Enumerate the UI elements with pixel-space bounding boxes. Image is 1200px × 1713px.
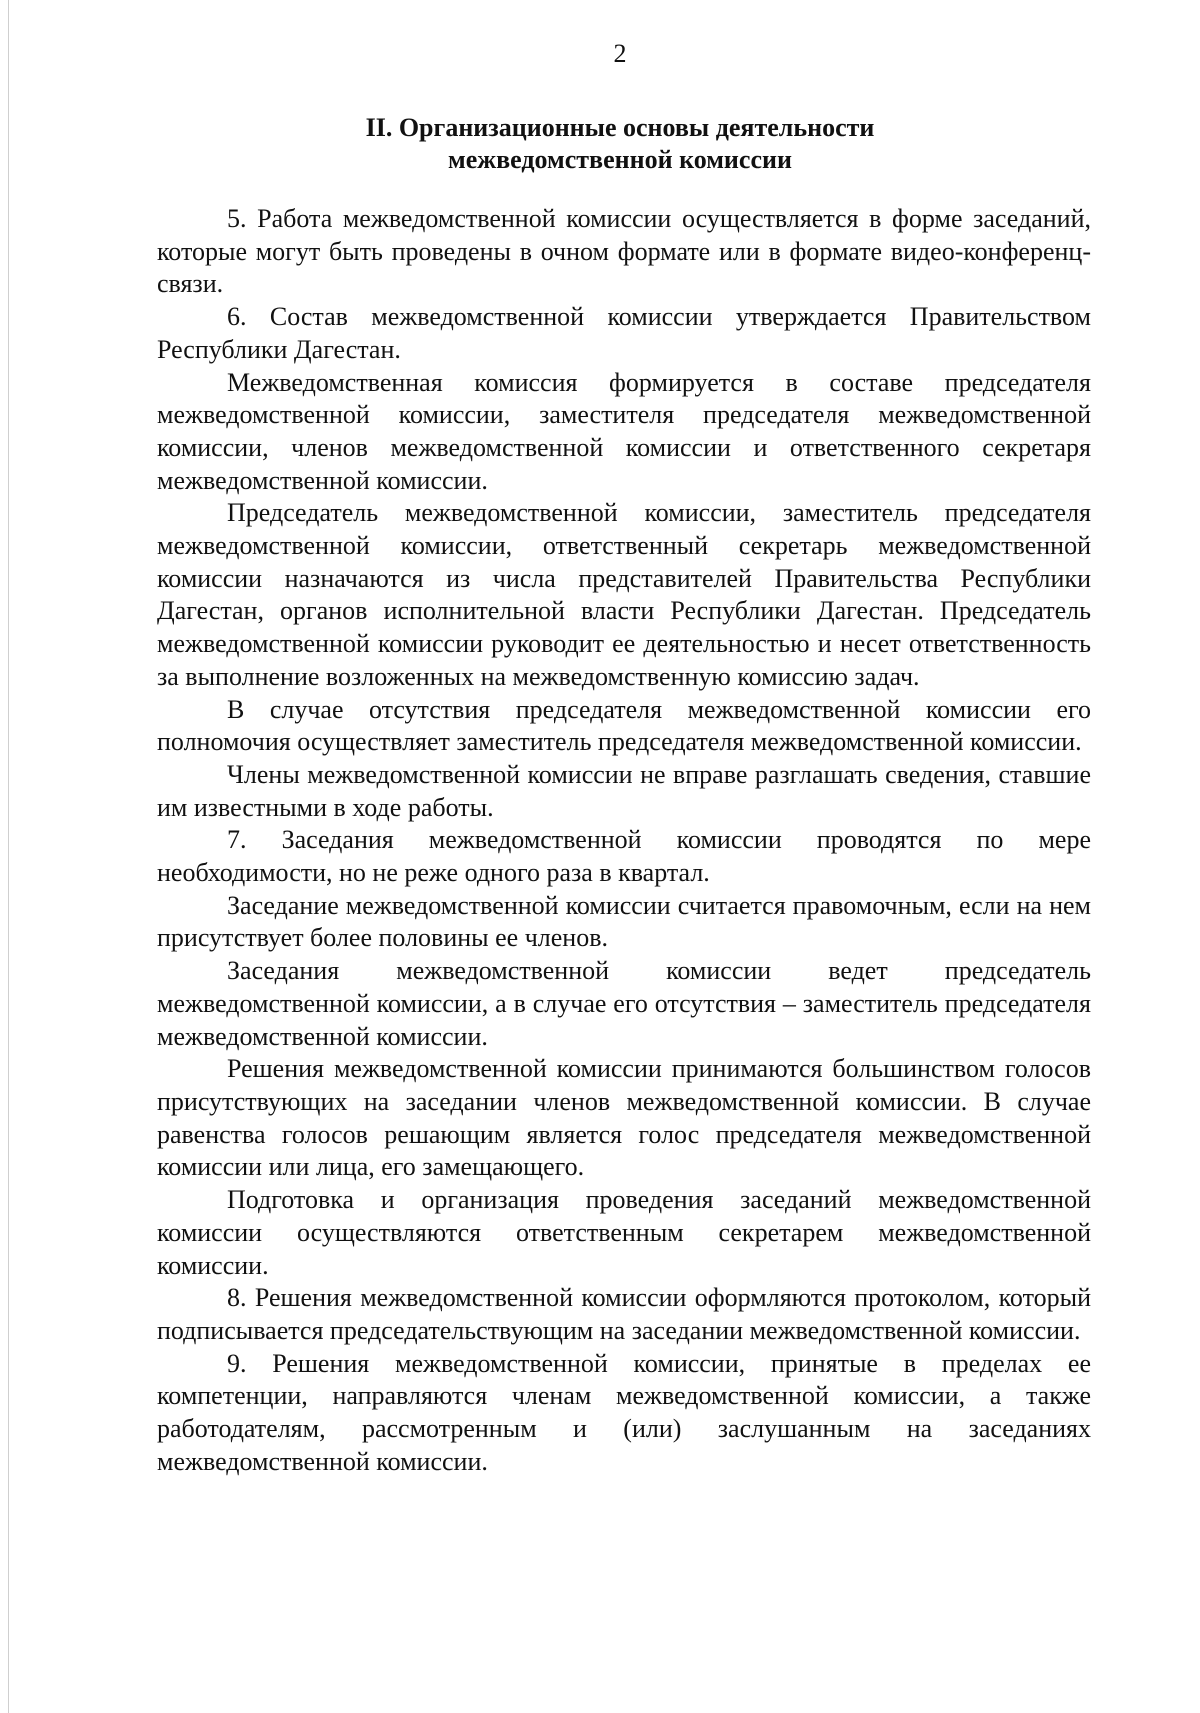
paragraph-confidentiality: Члены межведомственной комиссии не вправе разглашать сведения, ставшие им известными в ходе работы.	[157, 759, 1091, 822]
paragraph-commission-composition: Межведомственная комиссия формируется в составе председателя межведомственной комиссии, заместителя председателя межведомственной комиссии, членов межведомственной комиссии и ответственного секретаря межведомственной комиссии.	[157, 367, 1091, 495]
paragraph-quorum: Заседание межведомственной комиссии считается правомочным, если на нем присутствует более половины ее членов.	[157, 890, 1091, 953]
section-heading	[0, 112, 1200, 176]
paragraph-item-8: 8. Решения межведомственной комиссии оформляются протоколом, который подписывается председательствующим на заседании межведомственной комиссии.	[157, 1283, 1091, 1345]
paragraph-meeting-chair: Заседания межведомственной комиссии ведет председатель межведомственной комиссии, а в случае его отсутствия – заместитель председателя межведомственной комиссии.	[157, 956, 1091, 1051]
paragraph-voting: Решения межведомственной комиссии принимаются большинством голосов присутствующих на заседании членов межведомственной комиссии. В случае равенства голосов решающим является голос председателя межведомственной комиссии или лица, его замещающего.	[157, 1054, 1091, 1182]
paragraph-item-5: 5. Работа межведомственной комиссии осуществляется в форме заседаний, которые могут быть проведены в очном формате или в формате видео-конференц-связи.	[157, 204, 1091, 299]
paragraph-chairman-absence: В случае отсутствия председателя межведомственной комиссии его полномочия осуществляет заместитель председателя межведомственной комиссии.	[157, 694, 1091, 757]
paragraph-chairman-appointment: Председатель межведомственной комиссии, заместитель председателя межведомственной комиссии, ответственный секретарь межведомственной комиссии назначаются из числа представителей Правительства Республики Дагестан, органов исполнительной власти Республики Дагестан. Председатель межведомственной комиссии руководит ее деятельностью и несет ответственность за выполнение возложенных на межведомственную комиссию задач.	[157, 498, 1091, 691]
paragraph-item-9: 9. Решения межведомственной комиссии, принятые в пределах ее компетенции, направляются членам межведомственной комиссии, а также работодателям, рассмотренным и (или) заслушанным на заседаниях межведомственной комиссии.	[157, 1348, 1091, 1476]
section-heading-line-1: II. Организационные основы деятельности	[365, 113, 875, 142]
section-heading-line-2: межведомственной комиссии	[448, 145, 792, 174]
paragraph-item-6: 6. Состав межведомственной комиссии утверждается Правительством Республики Дагестан.	[157, 302, 1091, 364]
paragraph-item-7: 7. Заседания межведомственной комиссии проводятся по мере необходимости, но не реже одного раза в квартал.	[157, 825, 1091, 888]
page-number: 2	[613, 39, 627, 68]
paragraph-preparation: Подготовка и организация проведения заседаний межведомственной комиссии осуществляются ответственным секретарем межведомственной комиссии.	[157, 1185, 1091, 1280]
scan-edge-line	[8, 0, 9, 1713]
document-body	[157, 203, 1091, 1478]
